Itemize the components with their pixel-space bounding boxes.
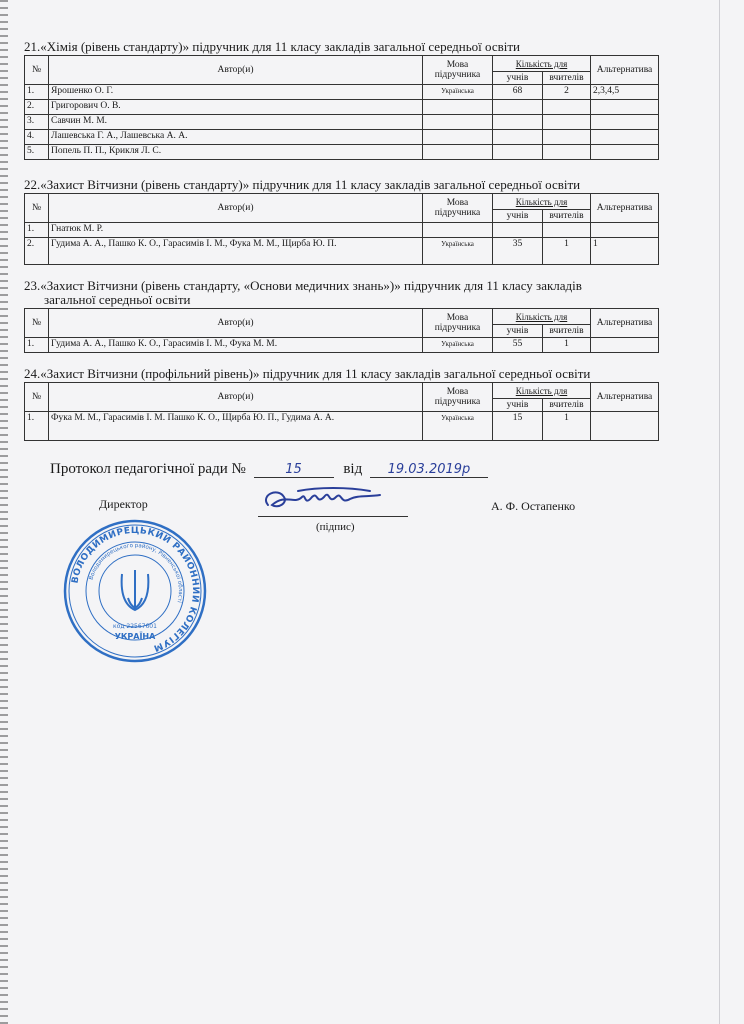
header-alt: Альтернатива xyxy=(591,383,659,412)
section-title: 22.«Захист Вітчизни (рівень стандарту)» підручник для 11 класу закладів загальної середньої освіти xyxy=(24,177,581,192)
header-teachers: вчителів xyxy=(543,210,591,223)
header-teachers: вчителів xyxy=(543,72,591,85)
section-title: 24.«Захист Вітчизни (профільний рівень)» підручник для 11 класу закладів загальної середньої освіти xyxy=(24,366,591,381)
section-23 xyxy=(24,279,658,353)
header-qty: Кількість для xyxy=(493,56,591,72)
signature-caption: (підпис) xyxy=(316,521,355,533)
director-label: Директор xyxy=(99,497,148,511)
table-row: 3. Савчин М. М. xyxy=(25,115,659,130)
header-students: учнів xyxy=(493,325,543,338)
teachers-cell: 1 xyxy=(543,238,591,265)
header-alt: Альтернатива xyxy=(591,56,659,85)
header-num: № xyxy=(25,383,49,412)
protocol-date: 19.03.2019р xyxy=(370,462,488,478)
protocol-label: Протокол педагогічної ради № xyxy=(50,461,246,477)
header-students: учнів xyxy=(493,72,543,85)
table-row: 2. Гудима А. А., Пашко К. О., Гарасимів І. М., Фука М. М., Щирба Ю. П. Українська 35 1 1 xyxy=(25,238,659,265)
binding-edge xyxy=(0,0,8,1024)
teachers-cell: 2 xyxy=(543,85,591,100)
table-row: 4. Лашевська Г. А., Лашевська А. А. xyxy=(25,130,659,145)
official-seal xyxy=(62,518,208,669)
table-row: 1. Гнатюк М. Р. xyxy=(25,223,659,238)
lang-cell: Українська xyxy=(423,238,493,265)
protocol-number: 15 xyxy=(254,462,334,478)
header-alt: Альтернатива xyxy=(591,309,659,338)
lang-cell: Українська xyxy=(423,85,493,100)
header-qty: Кількість для xyxy=(493,194,591,210)
table-row: 1. Ярошенко О. Г. Українська 68 2 2,3,4,5 xyxy=(25,85,659,100)
books-table xyxy=(24,308,659,353)
section-22 xyxy=(24,178,658,265)
author-cell: Фука М. М., Гарасимів І. М. Пашко К. О., Щирба Ю. П., Гудима А. А. xyxy=(49,412,423,441)
page-border xyxy=(719,0,720,1024)
header-author: Автор(и) xyxy=(49,383,423,412)
svg-text:Володимирецького району, Рівне: Володимирецького району, Рівненської області xyxy=(88,542,184,604)
author-cell: Гудима А. А., Пашко К. О., Гарасимів І. М., Фука М. М., Щирба Ю. П. xyxy=(49,238,423,265)
header-lang: Мова підручника xyxy=(423,194,493,223)
section-title: 21.«Хімія (рівень стандарту)» підручник для 11 класу закладів загальної середньої освіти xyxy=(24,39,521,54)
alt-cell: 1 xyxy=(591,238,659,265)
header-students: учнів xyxy=(493,399,543,412)
svg-text:УКРАЇНА: УКРАЇНА xyxy=(114,632,156,641)
students-cell: 35 xyxy=(493,238,543,265)
header-qty: Кількість для xyxy=(493,383,591,399)
books-table xyxy=(24,193,659,265)
books-table xyxy=(24,382,659,441)
table-row: 5. Попель П. П., Крикля Л. С. xyxy=(25,145,659,160)
alt-cell xyxy=(591,338,659,353)
lang-cell: Українська xyxy=(423,338,493,353)
alt-cell xyxy=(591,412,659,441)
alt-cell: 2,3,4,5 xyxy=(591,85,659,100)
header-teachers: вчителів xyxy=(543,325,591,338)
students-cell: 15 xyxy=(493,412,543,441)
header-num: № xyxy=(25,56,49,85)
lang-cell: Українська xyxy=(423,412,493,441)
students-cell: 68 xyxy=(493,85,543,100)
signature-line xyxy=(258,516,408,517)
teachers-cell: 1 xyxy=(543,412,591,441)
header-author: Автор(и) xyxy=(49,194,423,223)
table-row: 1. Фука М. М., Гарасимів І. М. Пашко К. О., Щирба Ю. П., Гудима А. А. Українська 15 1 xyxy=(25,412,659,441)
svg-text:код 22567601: код 22567601 xyxy=(113,623,157,630)
author-cell: Ярошенко О. Г. xyxy=(49,85,423,100)
header-num: № xyxy=(25,309,49,338)
header-lang: Мова підручника xyxy=(423,56,493,85)
books-table xyxy=(24,55,659,160)
section-title: 23.«Захист Вітчизни (рівень стандарту, «Основи медичних знань»)» підручник для 11 класу закладів загальної середньої освіти xyxy=(24,278,582,307)
header-num: № xyxy=(25,194,49,223)
author-cell: Лашевська Г. А., Лашевська А. А. xyxy=(49,130,423,145)
author-cell: Гнатюк М. Р. xyxy=(49,223,423,238)
protocol-line xyxy=(50,461,488,478)
header-students: учнів xyxy=(493,210,543,223)
header-alt: Альтернатива xyxy=(591,194,659,223)
header-qty: Кількість для xyxy=(493,309,591,325)
author-cell: Григорович О. В. xyxy=(49,100,423,115)
director-name: А. Ф. Остапенко xyxy=(491,499,576,513)
section-24 xyxy=(24,367,658,441)
author-cell: Савчин М. М. xyxy=(49,115,423,130)
protocol-from: від xyxy=(343,461,363,477)
header-author: Автор(и) xyxy=(49,56,423,85)
author-cell: Попель П. П., Крикля Л. С. xyxy=(49,145,423,160)
teachers-cell: 1 xyxy=(543,338,591,353)
students-cell: 55 xyxy=(493,338,543,353)
section-21 xyxy=(24,40,658,160)
author-cell: Гудима А. А., Пашко К. О., Гарасимів І. М., Фука М. М. xyxy=(49,338,423,353)
header-teachers: вчителів xyxy=(543,399,591,412)
table-row: 1. Гудима А. А., Пашко К. О., Гарасимів І. М., Фука М. М. Українська 55 1 xyxy=(25,338,659,353)
svg-text:ВОЛОДИМИРЕЦЬКИЙ РАЙОННИЙ КОЛЕГ: ВОЛОДИМИРЕЦЬКИЙ РАЙОННИЙ КОЛЕГІУМ xyxy=(70,525,201,653)
header-lang: Мова підручника xyxy=(423,309,493,338)
header-author: Автор(и) xyxy=(49,309,423,338)
header-lang: Мова підручника xyxy=(423,383,493,412)
trident-icon xyxy=(122,570,149,610)
table-row: 2. Григорович О. В. xyxy=(25,100,659,115)
